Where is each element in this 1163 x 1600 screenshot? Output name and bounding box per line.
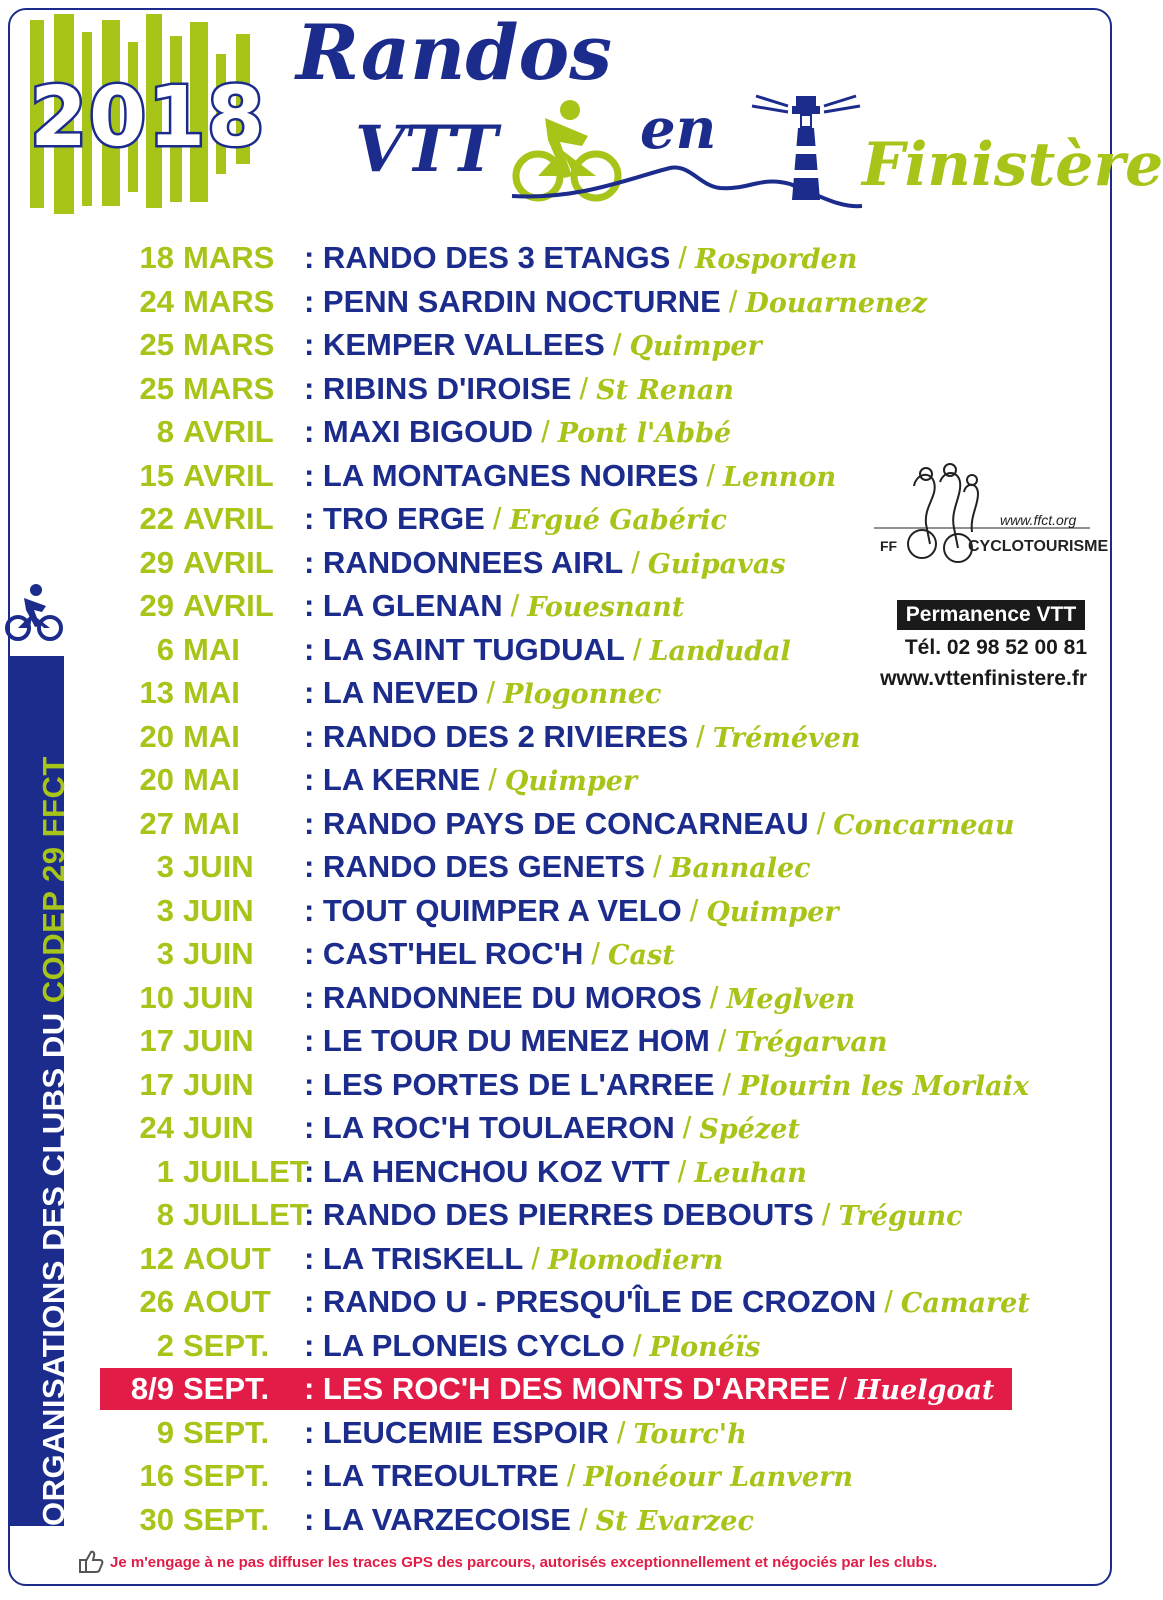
event-city: Quimper xyxy=(629,331,762,362)
event-month: AVRIL xyxy=(183,414,274,449)
event-date xyxy=(124,371,274,407)
event-separator: / xyxy=(531,1240,540,1276)
event-separator: / xyxy=(591,936,601,971)
event-row xyxy=(0,802,1131,846)
event-name: : LA VARZECOISE xyxy=(304,1501,571,1537)
event-date xyxy=(124,240,274,276)
event-info xyxy=(304,806,1015,842)
phone-number: Tél. 02 98 52 00 81 xyxy=(904,636,1087,659)
event-date xyxy=(124,1458,269,1494)
event-month: JUIN xyxy=(183,979,254,1015)
event-name: : KEMPER VALLEES xyxy=(304,327,605,362)
event-info xyxy=(304,719,861,755)
event-month: JUIN xyxy=(183,849,254,884)
event-info xyxy=(304,980,855,1016)
event-name: : LA HENCHOU KOZ VTT xyxy=(304,1153,670,1189)
event-date xyxy=(124,675,240,711)
event-row xyxy=(0,410,1131,454)
event-name: : RIBINS D'IROISE xyxy=(304,370,572,406)
event-month: JUILLET xyxy=(183,1153,309,1189)
event-info xyxy=(304,1371,994,1407)
event-city: Trégarvan xyxy=(734,1027,888,1058)
event-date xyxy=(124,327,274,363)
event-day: 17 xyxy=(139,1066,174,1102)
event-separator: / xyxy=(486,675,496,710)
event-separator: / xyxy=(488,762,497,797)
event-name: : MAXI BIGOUD xyxy=(304,414,534,449)
event-day: 8/9 xyxy=(130,1371,174,1406)
event-city: Pont l'Abbé xyxy=(557,418,732,449)
event-date xyxy=(124,1197,309,1233)
event-row xyxy=(0,1280,1131,1324)
event-city: Camaret xyxy=(900,1288,1030,1319)
event-row xyxy=(0,1367,1131,1411)
event-list xyxy=(0,236,1131,1541)
event-info xyxy=(304,1502,754,1538)
event-name: : LA ROC'H TOULAERON xyxy=(304,1110,675,1145)
event-city: Plomodiern xyxy=(547,1244,724,1276)
event-month: JUIN xyxy=(183,1023,254,1058)
event-row xyxy=(0,236,1131,280)
event-info xyxy=(304,1023,887,1059)
event-city: Plogonnec xyxy=(503,679,662,710)
lighthouse-icon xyxy=(752,96,860,200)
event-separator: / xyxy=(616,1414,626,1450)
event-name: : TOUT QUIMPER A VELO xyxy=(304,892,682,928)
event-row xyxy=(0,280,1131,324)
event-row xyxy=(0,1019,1131,1063)
event-day: 24 xyxy=(139,283,174,319)
event-name: : LA GLENAN xyxy=(304,588,503,623)
event-month: JUIN xyxy=(183,892,254,928)
event-day: 25 xyxy=(139,370,174,406)
event-city: Plonéour Lanvern xyxy=(583,1462,853,1493)
event-name: : PENN SARDIN NOCTURNE xyxy=(304,283,721,319)
event-day: 15 xyxy=(139,457,174,493)
event-date xyxy=(124,632,240,668)
event-day: 2 xyxy=(156,1327,174,1363)
mountain-biker-icon xyxy=(516,100,618,198)
event-row xyxy=(0,715,1131,759)
event-name: : RANDO DES GENETS xyxy=(304,849,646,884)
event-day: 16 xyxy=(139,1458,174,1493)
event-row xyxy=(0,1324,1131,1368)
event-info xyxy=(304,1197,963,1233)
event-day: 8 xyxy=(156,414,174,449)
year-label: 2018 xyxy=(30,70,267,165)
event-month: JUIN xyxy=(183,1110,254,1145)
event-city: Quimper xyxy=(706,896,839,928)
event-separator: / xyxy=(816,805,826,841)
header-illustration xyxy=(0,0,1131,240)
event-info xyxy=(304,501,727,537)
event-info xyxy=(304,1458,853,1494)
event-month: AVRIL xyxy=(183,501,274,536)
event-row xyxy=(0,889,1131,933)
event-city: Trégunc xyxy=(838,1201,963,1232)
event-date xyxy=(124,414,274,450)
event-city: Huelgoat xyxy=(854,1375,995,1406)
event-day: 30 xyxy=(139,1501,174,1537)
event-date xyxy=(124,501,274,537)
event-info xyxy=(304,327,762,363)
event-info xyxy=(304,458,836,494)
event-separator: / xyxy=(884,1284,893,1319)
event-name: : LES ROC'H DES MONTS D'ARREE xyxy=(304,1371,831,1406)
event-month: MAI xyxy=(183,762,240,797)
cyclist-icon xyxy=(4,578,64,644)
event-separator: / xyxy=(717,1023,727,1058)
event-row xyxy=(0,758,1131,802)
event-day: 26 xyxy=(139,1284,174,1319)
event-separator: / xyxy=(578,1501,588,1537)
event-day: 29 xyxy=(139,588,174,623)
event-separator: / xyxy=(566,1458,576,1493)
event-city: Quimper xyxy=(504,766,638,797)
event-date xyxy=(124,284,274,320)
event-date xyxy=(124,762,240,798)
event-city: Concarneau xyxy=(833,809,1015,841)
permanence-label: Permanence VTT xyxy=(897,600,1085,630)
event-row xyxy=(0,1106,1131,1150)
event-name: : LA PLONEIS CYCLO xyxy=(304,1327,625,1363)
event-separator: / xyxy=(706,457,716,493)
ffct-url: www.ffct.org xyxy=(1000,512,1077,528)
title-randos: Randos xyxy=(296,8,613,97)
event-row xyxy=(0,1063,1131,1107)
ffct-ff: FF xyxy=(880,538,898,554)
event-separator: / xyxy=(492,501,502,536)
event-row xyxy=(0,932,1131,976)
event-month: MARS xyxy=(183,240,275,275)
event-city: Rosporden xyxy=(694,244,858,275)
event-city: Spézet xyxy=(699,1114,800,1145)
sidebar-text-highlight: CODEP 29 FFCT xyxy=(36,756,71,1004)
event-info xyxy=(304,1415,747,1451)
event-date xyxy=(124,545,274,581)
event-city: Douarnenez xyxy=(745,287,928,319)
event-month: JUIN xyxy=(183,1066,254,1102)
event-city: Landudal xyxy=(649,635,791,667)
event-date xyxy=(124,588,274,624)
event-day: 22 xyxy=(139,501,174,536)
event-name: : RANDO U - PRESQU'ÎLE DE CROZON xyxy=(304,1284,877,1319)
event-separator: / xyxy=(728,283,738,319)
event-separator: / xyxy=(631,544,640,580)
event-date xyxy=(124,1371,269,1407)
event-row xyxy=(0,1193,1131,1237)
event-month: JUILLET xyxy=(183,1197,309,1232)
event-info xyxy=(304,936,675,972)
event-info xyxy=(304,893,839,929)
event-separator: / xyxy=(838,1371,847,1406)
footer-text: Je m'engage à ne pas diffuser les traces GPS des parcours, autorisés exceptionnellement et négociés par les clubs. xyxy=(110,1554,938,1571)
event-month: AOUT xyxy=(183,1240,271,1276)
event-day: 9 xyxy=(156,1414,174,1450)
event-name: : LA TREOULTRE xyxy=(304,1458,559,1493)
ffct-cyclotourisme: CYCLOTOURISME xyxy=(968,538,1109,555)
event-row xyxy=(0,367,1131,411)
event-month: AOUT xyxy=(183,1284,271,1319)
event-day: 13 xyxy=(139,675,174,710)
event-name: : LE TOUR DU MENEZ HOM xyxy=(304,1023,710,1058)
event-city: Guipavas xyxy=(647,548,786,580)
event-month: AVRIL xyxy=(183,457,274,493)
event-info xyxy=(304,240,857,276)
event-row xyxy=(0,1498,1131,1542)
event-city: Plonéïs xyxy=(649,1331,761,1363)
event-month: SEPT. xyxy=(183,1371,270,1406)
event-info xyxy=(304,675,662,711)
event-day: 10 xyxy=(139,979,174,1015)
event-city: Bannalec xyxy=(669,853,811,884)
event-date xyxy=(124,1328,269,1364)
event-separator: / xyxy=(612,327,622,362)
event-date xyxy=(124,1110,254,1146)
event-separator: / xyxy=(709,979,719,1015)
event-separator: / xyxy=(722,1066,732,1102)
event-date xyxy=(124,849,254,885)
event-month: MARS xyxy=(183,370,275,406)
event-separator: / xyxy=(579,370,589,406)
event-month: MAI xyxy=(183,718,240,754)
event-month: SEPT. xyxy=(183,1327,270,1363)
event-day: 1 xyxy=(156,1153,174,1189)
event-info xyxy=(304,545,786,581)
event-city: Meglven xyxy=(726,983,856,1015)
event-name: : LEUCEMIE ESPOIR xyxy=(304,1414,609,1450)
event-separator: / xyxy=(653,849,662,884)
event-row xyxy=(0,1411,1131,1455)
event-row xyxy=(0,845,1131,889)
event-name: : RANDO DES 2 RIVIERES xyxy=(304,718,689,754)
title-finistere: Finistère xyxy=(862,130,1163,200)
event-row xyxy=(0,1237,1131,1281)
event-separator: / xyxy=(677,1153,687,1189)
event-day: 12 xyxy=(139,1240,174,1276)
event-day: 20 xyxy=(139,762,174,797)
event-name: : RANDO PAYS DE CONCARNEAU xyxy=(304,805,809,841)
event-day: 27 xyxy=(139,805,174,841)
website-link[interactable]: www.vttenfinistere.fr xyxy=(880,667,1087,690)
event-date xyxy=(124,980,254,1016)
event-date xyxy=(124,1502,269,1538)
event-info xyxy=(304,632,791,668)
event-name: : RANDONNEES AIRL xyxy=(304,544,624,580)
event-city: Lennon xyxy=(723,461,837,493)
event-info xyxy=(304,1110,800,1146)
event-info xyxy=(304,588,684,624)
event-row xyxy=(0,976,1131,1020)
event-row xyxy=(0,1454,1131,1498)
event-date xyxy=(124,1284,271,1320)
event-name: : LES PORTES DE L'ARREE xyxy=(304,1066,715,1102)
event-info xyxy=(304,762,637,798)
event-name: : CAST'HEL ROC'H xyxy=(304,936,584,971)
event-name: : LA KERNE xyxy=(304,762,481,797)
event-city: Tourc'h xyxy=(633,1418,747,1450)
event-month: AVRIL xyxy=(183,588,274,623)
event-name: : LA MONTAGNES NOIRES xyxy=(304,457,699,493)
event-date xyxy=(124,936,254,972)
event-day: 3 xyxy=(156,849,174,884)
event-name: : RANDONNEE DU MOROS xyxy=(304,979,702,1015)
event-date xyxy=(124,806,240,842)
event-name: : LA TRISKELL xyxy=(304,1240,524,1276)
event-month: MAI xyxy=(183,631,240,667)
event-separator: / xyxy=(632,1327,642,1363)
event-name: : LA NEVED xyxy=(304,675,479,710)
event-day: 18 xyxy=(139,240,174,275)
event-separator: / xyxy=(821,1197,831,1232)
event-name: : RANDO DES 3 ETANGS xyxy=(304,240,671,275)
event-city: Plourin les Morlaix xyxy=(739,1070,1030,1102)
event-day: 3 xyxy=(156,936,174,971)
event-month: SEPT. xyxy=(183,1414,270,1450)
event-month: JUIN xyxy=(183,936,254,971)
event-month: MARS xyxy=(183,327,275,362)
event-month: MARS xyxy=(183,283,275,319)
event-month: SEPT. xyxy=(183,1458,270,1493)
event-city: Fouesnant xyxy=(527,592,685,623)
event-name: : LA SAINT TUGDUAL xyxy=(304,631,625,667)
event-separator: / xyxy=(678,240,687,275)
event-day: 25 xyxy=(139,327,174,362)
event-city: Leuhan xyxy=(694,1157,807,1189)
event-day: 3 xyxy=(156,892,174,928)
event-day: 17 xyxy=(139,1023,174,1058)
event-date xyxy=(124,893,254,929)
event-info xyxy=(304,414,731,450)
event-day: 20 xyxy=(139,718,174,754)
event-separator: / xyxy=(689,892,699,928)
event-separator: / xyxy=(632,631,642,667)
event-city: St Evarzec xyxy=(595,1505,754,1537)
footer-disclaimer xyxy=(80,1554,937,1571)
event-date xyxy=(124,458,274,494)
event-city: St Renan xyxy=(596,374,734,406)
event-month: AVRIL xyxy=(183,544,274,580)
event-info xyxy=(304,284,927,320)
event-separator: / xyxy=(696,718,705,754)
event-city: Ergué Gabéric xyxy=(509,505,727,536)
event-name: : TRO ERGE xyxy=(304,501,485,536)
event-info xyxy=(304,1154,807,1190)
event-info xyxy=(304,371,734,407)
event-day: 6 xyxy=(156,631,174,667)
sidebar-text-main: ORGANISATIONS DES CLUBS DU xyxy=(36,1003,71,1526)
event-city: Tréméven xyxy=(712,722,861,754)
event-date xyxy=(124,1067,254,1103)
event-city: Cast xyxy=(608,940,675,971)
event-name: : RANDO DES PIERRES DEBOUTS xyxy=(304,1197,814,1232)
event-info xyxy=(304,849,811,885)
event-date xyxy=(124,1023,254,1059)
sidebar-text xyxy=(36,756,72,1526)
event-day: 24 xyxy=(139,1110,174,1145)
event-month: MAI xyxy=(183,805,240,841)
event-info xyxy=(304,1067,1029,1103)
event-info xyxy=(304,1284,1030,1320)
event-separator: / xyxy=(682,1110,692,1145)
event-month: MAI xyxy=(183,675,240,710)
title-vtt: VTT xyxy=(355,112,498,187)
event-date xyxy=(124,719,240,755)
title-en: en xyxy=(640,96,717,162)
event-month: SEPT. xyxy=(183,1501,270,1537)
event-row xyxy=(0,323,1131,367)
event-day: 29 xyxy=(139,544,174,580)
event-info xyxy=(304,1241,723,1277)
event-day: 8 xyxy=(156,1197,174,1232)
event-separator: / xyxy=(510,588,520,623)
event-row xyxy=(0,1150,1131,1194)
event-date xyxy=(124,1241,271,1277)
event-info xyxy=(304,1328,760,1364)
event-separator: / xyxy=(541,414,550,449)
event-date xyxy=(124,1415,269,1451)
event-date xyxy=(124,1154,309,1190)
